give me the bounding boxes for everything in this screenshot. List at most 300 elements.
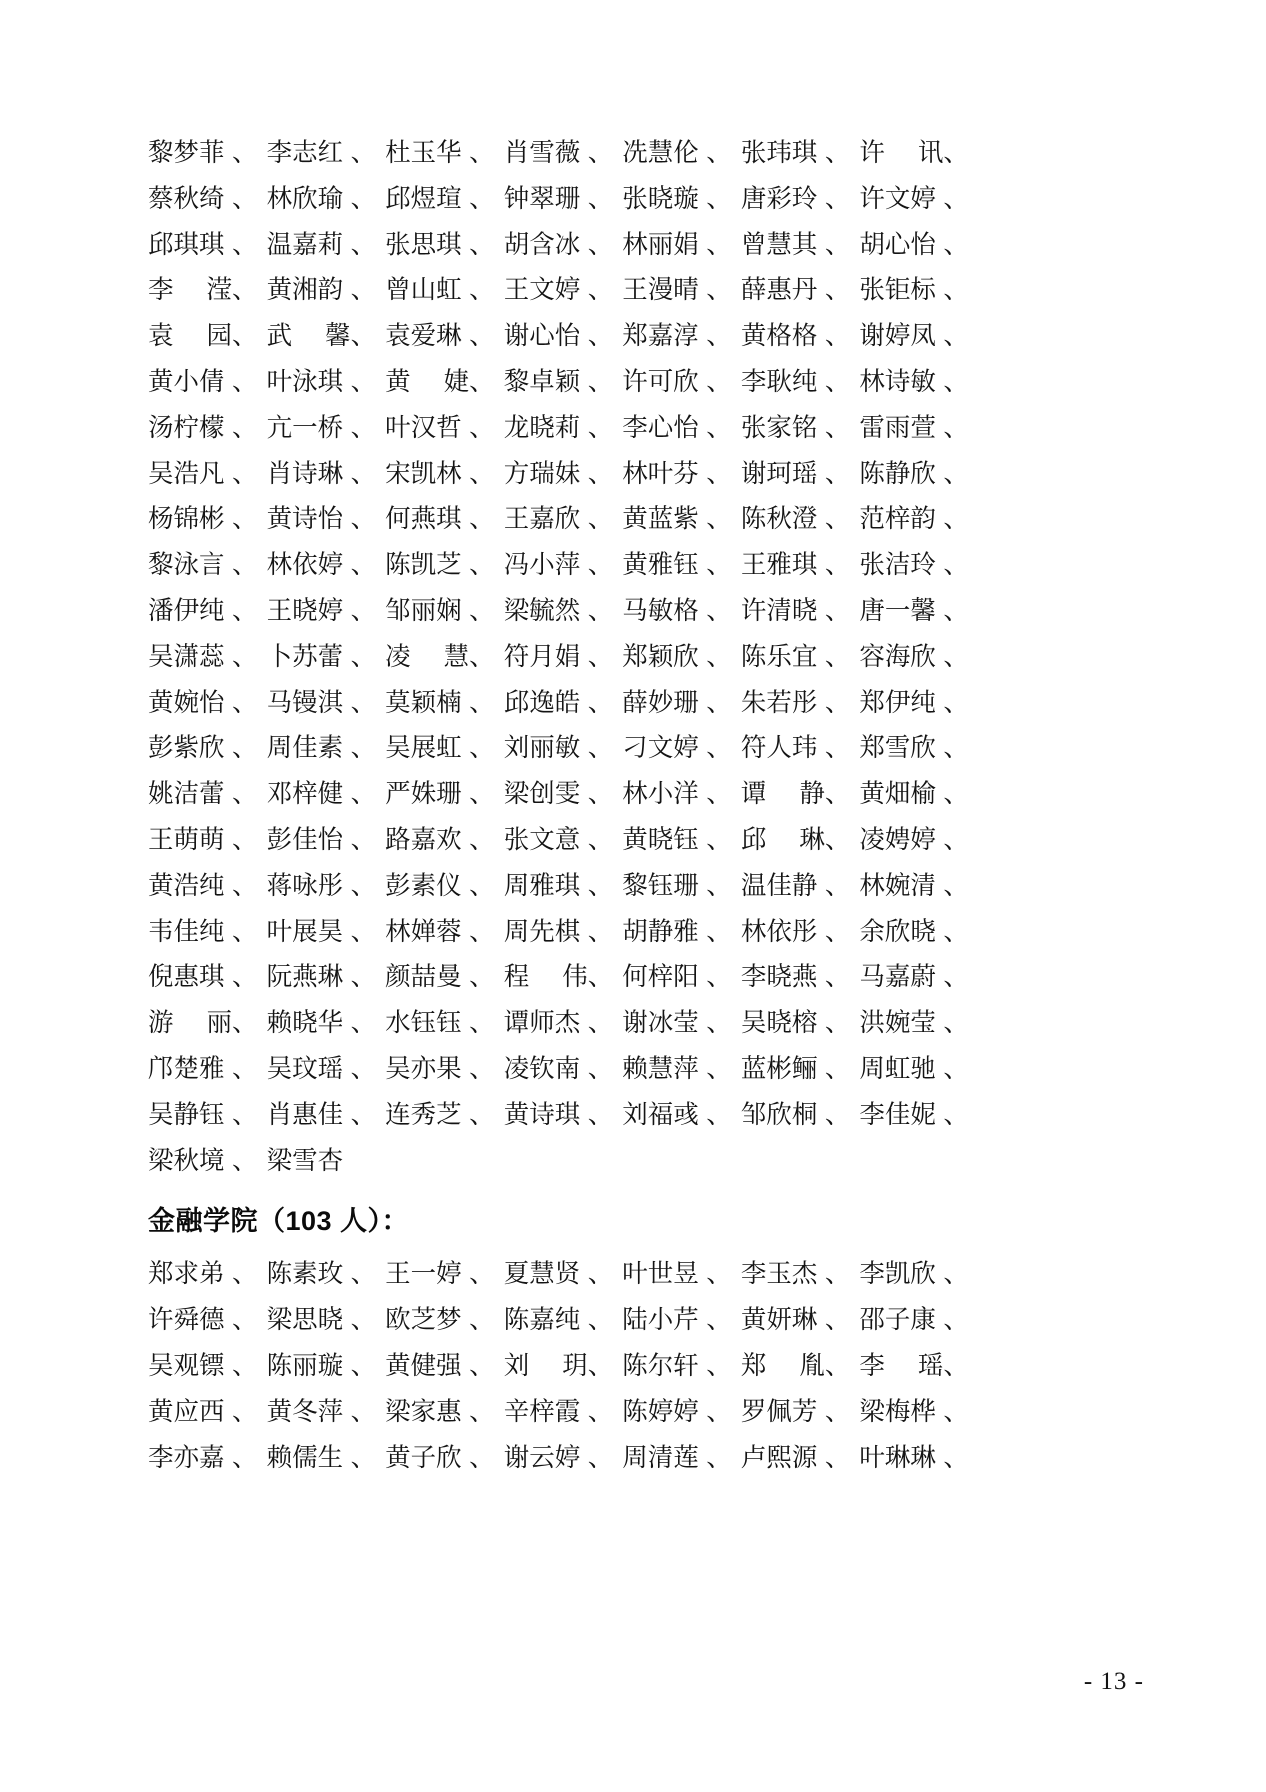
name-entry: [267, 817, 386, 863]
name-entry: [267, 588, 386, 634]
name-entry: [148, 680, 267, 726]
student-name: 莫颖楠: [385, 687, 462, 717]
name-separator: 、: [943, 916, 969, 946]
student-name: 蒋咏彤: [266, 870, 344, 900]
student-name: 许讯: [859, 138, 944, 167]
name-separator: 、: [350, 595, 377, 625]
name-separator: 、: [824, 229, 851, 259]
name-entry: [504, 176, 623, 222]
name-separator: 、: [232, 962, 258, 992]
student-name: 黄蓝紫: [622, 504, 699, 534]
name-entry: [622, 267, 741, 313]
name-separator: 、: [232, 687, 258, 717]
name-separator: 、: [943, 1396, 969, 1426]
name-separator: 、: [350, 687, 377, 717]
student-name: 符月娟: [503, 641, 581, 671]
student-name: 雷雨萱: [859, 412, 936, 442]
name-entry: [385, 267, 504, 313]
student-name: 宋凯林: [385, 458, 462, 488]
student-name: 邱琪琪: [148, 229, 225, 259]
name-entry: [859, 267, 978, 313]
name-separator: 、: [824, 1396, 851, 1426]
student-name: 胡静雅: [622, 916, 699, 946]
name-separator: 、: [469, 687, 495, 717]
student-name: 邹丽娴: [385, 595, 462, 625]
name-separator: 、: [350, 229, 377, 259]
student-name: 吴展虹: [385, 733, 462, 763]
student-name: 周佳素: [266, 733, 344, 763]
name-entry: [267, 1435, 386, 1481]
student-name: 周雅琪: [503, 870, 581, 900]
name-separator: 、: [943, 275, 969, 305]
student-name: 袁爱琳: [385, 321, 462, 351]
student-name: 黄婕: [385, 366, 470, 396]
name-entry: [859, 634, 978, 680]
name-entry: [267, 1251, 386, 1297]
name-entry: [859, 817, 978, 863]
name-entry: [859, 359, 978, 405]
name-separator: 、: [232, 641, 258, 671]
name-list-finance: [148, 1251, 978, 1480]
name-entry: [859, 1000, 978, 1046]
name-separator: 、: [469, 962, 495, 992]
name-separator: 、: [706, 1259, 732, 1289]
name-entry: [148, 176, 267, 222]
student-name: 胡心怡: [859, 229, 936, 259]
name-separator: 、: [232, 1350, 258, 1380]
name-entry: [622, 771, 741, 817]
student-name: 陈尔轩: [622, 1350, 699, 1380]
name-entry: [859, 1046, 978, 1092]
name-separator: 、: [824, 366, 851, 396]
name-entry: [622, 405, 741, 451]
student-name: 谢云婷: [503, 1442, 581, 1472]
name-separator: 、: [706, 229, 732, 259]
name-entry: [859, 451, 978, 497]
name-separator: 、: [469, 733, 495, 763]
name-separator: 、: [469, 779, 495, 809]
student-name: 李志红: [266, 138, 344, 167]
student-name: 谢婷凤: [859, 321, 936, 351]
name-entry: [385, 451, 504, 497]
student-name: 李瑶: [859, 1350, 944, 1380]
student-name: 李亦嘉: [148, 1442, 225, 1472]
student-name: 林丽娟: [622, 229, 699, 259]
name-separator: 、: [469, 870, 495, 900]
name-separator: 、: [469, 138, 495, 167]
name-entry: [741, 359, 860, 405]
student-name: 吴晓榕: [740, 1008, 818, 1038]
name-separator: 、: [943, 779, 969, 809]
student-name: 张家铭: [740, 412, 818, 442]
name-separator: 、: [706, 275, 732, 305]
name-entry: [385, 405, 504, 451]
name-entry: [148, 451, 267, 497]
student-name: 朱若彤: [740, 687, 818, 717]
student-name: 黄浩纯: [148, 870, 225, 900]
name-entry: [622, 909, 741, 955]
name-entry: [504, 771, 623, 817]
student-name: 游丽: [148, 1008, 232, 1038]
student-name: 肖雪薇: [503, 138, 581, 167]
page-number: - 13 -: [1083, 1668, 1144, 1695]
name-separator: 、: [587, 1053, 614, 1083]
name-entry: [859, 1297, 978, 1343]
student-name: 路嘉欢: [385, 824, 462, 854]
name-entry: [741, 405, 860, 451]
name-entry: [859, 725, 978, 771]
name-separator: 、: [943, 458, 969, 488]
name-separator: 、: [706, 1442, 732, 1472]
name-separator: 、: [824, 412, 851, 442]
name-separator: 、: [587, 1099, 614, 1129]
name-separator: 、: [350, 1396, 377, 1426]
name-entry: [859, 863, 978, 909]
student-name: 温佳静: [740, 870, 818, 900]
student-name: 张洁玲: [859, 550, 936, 580]
name-entry: [267, 1046, 386, 1092]
student-name: 王文婷: [503, 275, 581, 305]
name-entry: [267, 313, 386, 359]
student-name: 张文意: [503, 824, 581, 854]
name-separator: 、: [232, 366, 258, 396]
student-name: 薛惠丹: [740, 275, 818, 305]
name-entry: [148, 1046, 267, 1092]
student-name: 唐一馨: [859, 595, 936, 625]
name-entry: [741, 542, 860, 588]
name-entry: [148, 1343, 267, 1389]
name-separator: 、: [232, 1396, 258, 1426]
student-name: 陈凯芝: [385, 550, 462, 580]
name-entry: [385, 1046, 504, 1092]
name-entry: [741, 1251, 860, 1297]
student-name: 倪惠琪: [148, 962, 225, 992]
name-entry: [622, 1251, 741, 1297]
name-separator: 、: [587, 1350, 614, 1380]
name-entry: [267, 130, 386, 176]
name-entry: [859, 680, 978, 726]
student-name: 叶琳琳: [859, 1442, 936, 1472]
name-separator: 、: [706, 1350, 732, 1380]
student-name: 吴亦果: [385, 1053, 462, 1083]
student-name: 许文婷: [859, 183, 936, 213]
name-entry: [859, 405, 978, 451]
student-name: 郑颖欣: [622, 641, 699, 671]
name-entry: [504, 313, 623, 359]
student-name: 林婵蓉: [385, 916, 462, 946]
name-entry: [741, 176, 860, 222]
name-separator: 、: [232, 779, 258, 809]
name-separator: 、: [824, 504, 851, 534]
student-name: 陈静欣: [859, 458, 936, 488]
name-entry: [504, 680, 623, 726]
name-entry: [267, 359, 386, 405]
name-separator: 、: [587, 1259, 614, 1289]
student-name: 颜喆曼: [385, 962, 462, 992]
name-separator: 、: [824, 1008, 851, 1038]
name-separator: 、: [350, 1099, 377, 1129]
student-name: 吴潇蕊: [148, 641, 225, 671]
name-separator: 、: [824, 916, 851, 946]
name-separator: 、: [232, 229, 258, 259]
name-separator: 、: [232, 138, 258, 167]
name-separator: 、: [706, 962, 732, 992]
name-entry: [504, 130, 623, 176]
name-entry: [148, 1389, 267, 1435]
name-separator: 、: [824, 1350, 851, 1380]
name-separator: 、: [587, 824, 614, 854]
name-entry: [504, 451, 623, 497]
name-separator: 、: [469, 1099, 495, 1129]
name-separator: 、: [469, 550, 495, 580]
student-name: 黎钰珊: [622, 870, 699, 900]
student-name: 凌慧: [385, 641, 470, 671]
name-separator: 、: [706, 183, 732, 213]
name-separator: 、: [706, 870, 732, 900]
student-name: 周清莲: [622, 1442, 699, 1472]
student-name: 李凯欣: [859, 1259, 936, 1289]
name-separator: 、: [824, 641, 851, 671]
name-separator: 、: [350, 1053, 377, 1083]
student-name: 林叶芬: [622, 458, 699, 488]
name-entry: [622, 1435, 741, 1481]
student-name: 龙晓莉: [503, 412, 581, 442]
name-entry: [504, 405, 623, 451]
name-separator: 、: [469, 412, 495, 442]
name-separator: 、: [232, 1442, 258, 1472]
name-entry: [385, 680, 504, 726]
student-name: 杜玉华: [385, 138, 462, 167]
name-separator: 、: [350, 870, 377, 900]
name-entry: [148, 588, 267, 634]
name-separator: 、: [350, 504, 377, 534]
name-separator: 、: [232, 1305, 258, 1335]
name-separator: 、: [232, 824, 258, 854]
name-separator: 、: [587, 1396, 614, 1426]
student-name: 李滢: [148, 275, 232, 305]
name-entry: [148, 1000, 267, 1046]
name-entry: [859, 954, 978, 1000]
student-name: 黎泳言: [148, 550, 225, 580]
name-separator: 、: [587, 321, 614, 351]
name-separator: 、: [706, 550, 732, 580]
name-separator: 、: [469, 366, 495, 396]
name-entry: [504, 634, 623, 680]
name-entry: [385, 1297, 504, 1343]
name-separator: 、: [350, 366, 377, 396]
student-name: 林依婷: [266, 550, 344, 580]
name-entry: [741, 817, 860, 863]
name-separator: 、: [232, 733, 258, 763]
name-entry: [741, 1389, 860, 1435]
student-name: 林诗敏: [859, 366, 936, 396]
name-separator: 、: [824, 824, 851, 854]
name-entry: [148, 359, 267, 405]
name-entry: [741, 588, 860, 634]
student-name: 黄湘韵: [266, 275, 344, 305]
student-name: 余欣晓: [859, 916, 936, 946]
name-separator: 、: [706, 779, 732, 809]
name-separator: 、: [706, 641, 732, 671]
student-name: 黄婉怡: [148, 687, 225, 717]
student-name: 谢珂瑶: [740, 458, 818, 488]
name-separator: 、: [469, 275, 495, 305]
name-entry: [622, 817, 741, 863]
name-entry: [859, 176, 978, 222]
student-name: 凌娉婷: [859, 824, 936, 854]
student-name: 林婉清: [859, 870, 936, 900]
student-name: 严姝珊: [385, 779, 462, 809]
name-entry: [267, 1138, 386, 1184]
name-separator: 、: [943, 733, 969, 763]
name-entry: [504, 909, 623, 955]
student-name: 黄雅钰: [622, 550, 699, 580]
name-entry: [504, 817, 623, 863]
name-separator: 、: [824, 687, 851, 717]
name-entry: [148, 954, 267, 1000]
name-separator: 、: [943, 550, 969, 580]
name-separator: 、: [706, 458, 732, 488]
name-separator: 、: [469, 1396, 495, 1426]
student-name: 黄子欣: [385, 1442, 462, 1472]
name-separator: 、: [824, 1053, 851, 1083]
name-entry: [622, 1092, 741, 1138]
name-entry: [385, 1092, 504, 1138]
student-name: 黄畑榆: [859, 779, 936, 809]
name-entry: [267, 496, 386, 542]
name-separator: 、: [587, 412, 614, 442]
student-name: 邓梓健: [266, 779, 344, 809]
name-entry: [859, 909, 978, 955]
name-entry: [741, 771, 860, 817]
name-entry: [741, 1297, 860, 1343]
name-separator: 、: [232, 916, 258, 946]
name-entry: [504, 222, 623, 268]
name-separator: 、: [824, 870, 851, 900]
name-separator: 、: [943, 870, 969, 900]
student-name: 亢一桥: [266, 412, 344, 442]
student-name: 郑雪欣: [859, 733, 936, 763]
name-entry: [148, 496, 267, 542]
name-separator: 、: [350, 275, 377, 305]
name-separator: 、: [232, 870, 258, 900]
name-entry: [148, 771, 267, 817]
name-separator: 、: [587, 550, 614, 580]
student-name: 钟翠珊: [503, 183, 581, 213]
name-separator: 、: [350, 1008, 377, 1038]
name-entry: [267, 680, 386, 726]
student-name: 林欣瑜: [266, 183, 344, 213]
name-separator: 、: [350, 916, 377, 946]
name-entry: [741, 451, 860, 497]
name-entry: [741, 267, 860, 313]
name-entry: [148, 313, 267, 359]
student-name: 韦佳纯: [148, 916, 225, 946]
name-separator: 、: [587, 916, 614, 946]
name-entry: [148, 405, 267, 451]
name-separator: 、: [469, 229, 495, 259]
name-separator: 、: [943, 595, 969, 625]
name-entry: [385, 725, 504, 771]
student-name: 梁家惠: [385, 1396, 462, 1426]
name-separator: 、: [587, 366, 614, 396]
name-separator: 、: [350, 641, 377, 671]
name-separator: 、: [232, 595, 258, 625]
student-name: 许清晓: [740, 595, 818, 625]
name-separator: 、: [350, 733, 377, 763]
name-entry: [385, 359, 504, 405]
student-name: 彭佳怡: [266, 824, 344, 854]
name-separator: 、: [587, 229, 614, 259]
name-separator: 、: [469, 1305, 495, 1335]
name-entry: [741, 863, 860, 909]
name-entry: [385, 496, 504, 542]
student-name: 陈嘉纯: [503, 1305, 581, 1335]
name-separator: 、: [469, 1008, 495, 1038]
student-name: 陈丽璇: [266, 1350, 344, 1380]
student-name: 邱琳: [740, 824, 825, 854]
student-name: 赖儒生: [266, 1442, 344, 1472]
document-body: [148, 130, 1146, 1480]
student-name: 连秀芝: [385, 1099, 462, 1129]
name-separator: 、: [943, 687, 969, 717]
student-name: 陆小芹: [622, 1305, 699, 1335]
name-separator: 、: [232, 458, 258, 488]
student-name: 袁园: [148, 321, 232, 351]
name-entry: [385, 1435, 504, 1481]
name-entry: [267, 771, 386, 817]
name-separator: 、: [469, 1442, 495, 1472]
student-name: 谭师杰: [503, 1008, 581, 1038]
name-entry: [504, 1435, 623, 1481]
name-separator: 、: [350, 1442, 377, 1472]
student-name: 姚洁蕾: [148, 779, 225, 809]
name-entry: [741, 909, 860, 955]
student-name: 叶泳琪: [266, 366, 344, 396]
student-name: 容海欣: [859, 641, 936, 671]
name-separator: 、: [824, 733, 851, 763]
name-entry: [741, 1435, 860, 1481]
student-name: 黄妍琳: [740, 1305, 818, 1335]
name-entry: [741, 1092, 860, 1138]
student-name: 马镘淇: [266, 687, 344, 717]
name-separator: 、: [469, 641, 495, 671]
name-separator: 、: [587, 870, 614, 900]
student-name: 陈秋澄: [740, 504, 818, 534]
student-name: 张晓璇: [622, 183, 699, 213]
student-name: 黄健强: [385, 1350, 462, 1380]
name-entry: [267, 451, 386, 497]
name-separator: 、: [706, 138, 732, 167]
name-separator: 、: [943, 412, 969, 442]
student-name: 陈乐宜: [740, 641, 818, 671]
student-name: 王漫晴: [622, 275, 699, 305]
student-name: 黎卓颖: [503, 366, 581, 396]
name-entry: [622, 176, 741, 222]
name-separator: 、: [706, 733, 732, 763]
name-separator: 、: [587, 504, 614, 534]
name-entry: [267, 863, 386, 909]
name-entry: [148, 725, 267, 771]
name-separator: 、: [824, 1099, 851, 1129]
name-separator: 、: [824, 458, 851, 488]
student-name: 郑胤: [740, 1350, 825, 1380]
student-name: 王雅琪: [740, 550, 818, 580]
name-separator: 、: [943, 962, 969, 992]
name-separator: 、: [587, 458, 614, 488]
name-entry: [148, 1251, 267, 1297]
student-name: 冼慧伦: [622, 138, 699, 167]
